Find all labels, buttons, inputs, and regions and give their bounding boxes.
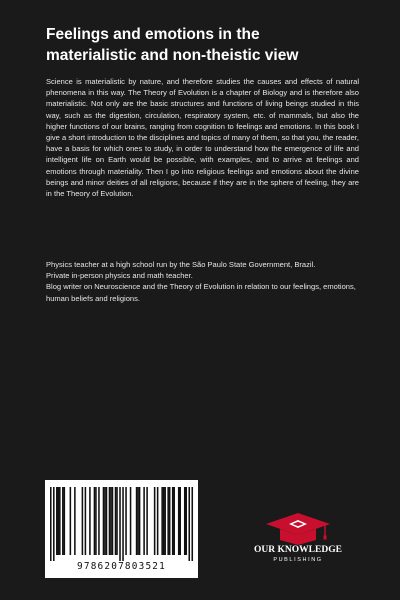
barcode-bar [139, 487, 141, 555]
barcode-bar [70, 487, 72, 555]
barcode-bar [106, 487, 108, 555]
publisher-logo [248, 512, 348, 572]
barcode-bar [163, 487, 165, 555]
barcode-bar [94, 487, 96, 555]
barcode-bar [122, 487, 124, 561]
barcode-bar [95, 487, 97, 555]
barcode-bar [115, 487, 117, 555]
barcode-bar [109, 487, 111, 555]
barcode-bar [191, 487, 193, 561]
book-synopsis: Science is materialistic by nature, and therefore studies the causes and effects of natural phenomena in this way. The Theory of Evolution is a chapter of Biology and is therefore also materialistic. Not only are the basic structures and functions of living beings studied in this way, such as the digestion, circulation, respiratory system, etc. of mammals, but also the higher functions of our brains, ranging from cognition to feelings and emotions. In this book I give a short introduction to the disciplines and topics of many of them, so that you, the reader, have a basis for which ones to study, in order to understand how the emergence of life and intelligent life on Earth would be possible, with examples, and to arrive at feelings and emotions through materiality. Then I go into religious feelings and emotions about the divine beings and minor deities of all religions, because if they are in the sphere of feeling, they are in the Theory of Evolution. [46, 77, 359, 199]
book-title-line-2: materialistic and non-theistic view [46, 47, 299, 64]
barcode-bar [146, 487, 148, 555]
barcode-bar [74, 487, 76, 555]
barcode-bar [82, 487, 84, 555]
barcode-bar [53, 487, 55, 561]
barcode-bar [59, 487, 61, 555]
barcode-bars [47, 487, 196, 561]
publisher-subtitle: PUBLISHING [273, 557, 323, 563]
barcode-bar [125, 487, 127, 555]
barcode-bar [185, 487, 187, 555]
barcode-bar [62, 487, 64, 555]
barcode-bar [130, 487, 132, 555]
barcode-bar [119, 487, 121, 561]
author-bio-line-3: Blog writer on Neuroscience and the Theory of Evolution in relation to our feelings, emotions, human beliefs and religions. [46, 282, 356, 303]
barcode-bar [178, 487, 180, 555]
publisher-name: OUR KNOWLEDGE [254, 545, 342, 555]
barcode-bar [172, 487, 174, 555]
barcode-bar [167, 487, 169, 555]
barcode-bar [89, 487, 91, 555]
barcode-bar [50, 487, 52, 561]
barcode-bar [164, 487, 166, 555]
barcode-bar [58, 487, 60, 555]
barcode-bar [157, 487, 159, 555]
book-title-line-1: Feelings and emotions in the [46, 26, 260, 43]
barcode-bar [56, 487, 58, 555]
isbn-number: 9786207803521 [45, 561, 198, 572]
barcode-bar [98, 487, 100, 555]
barcode-bar [184, 487, 186, 555]
barcode-bar [116, 487, 118, 555]
barcode-bar [136, 487, 138, 555]
barcode-bar [143, 487, 145, 555]
barcode-bar [85, 487, 87, 555]
author-bio [46, 259, 364, 304]
barcode-bar [188, 487, 190, 561]
barcode-bar [179, 487, 181, 555]
barcode-bar [173, 487, 175, 555]
graduation-cap-icon [264, 512, 332, 546]
barcode-bar [169, 487, 171, 555]
barcode-bar [103, 487, 105, 555]
book-title [46, 24, 376, 66]
barcode-bar [110, 487, 112, 555]
barcode-bar [104, 487, 106, 555]
barcode-bar [154, 487, 156, 555]
isbn-barcode [45, 480, 198, 578]
author-bio-line-2: Private in-person physics and math teacher. [46, 271, 193, 281]
barcode-bar [161, 487, 163, 555]
barcode-bar [137, 487, 139, 555]
author-bio-line-1: Physics teacher at a high school run by the São Paulo State Government, Brazil. [46, 260, 316, 269]
barcode-bar [112, 487, 114, 555]
barcode-bar [64, 487, 66, 555]
